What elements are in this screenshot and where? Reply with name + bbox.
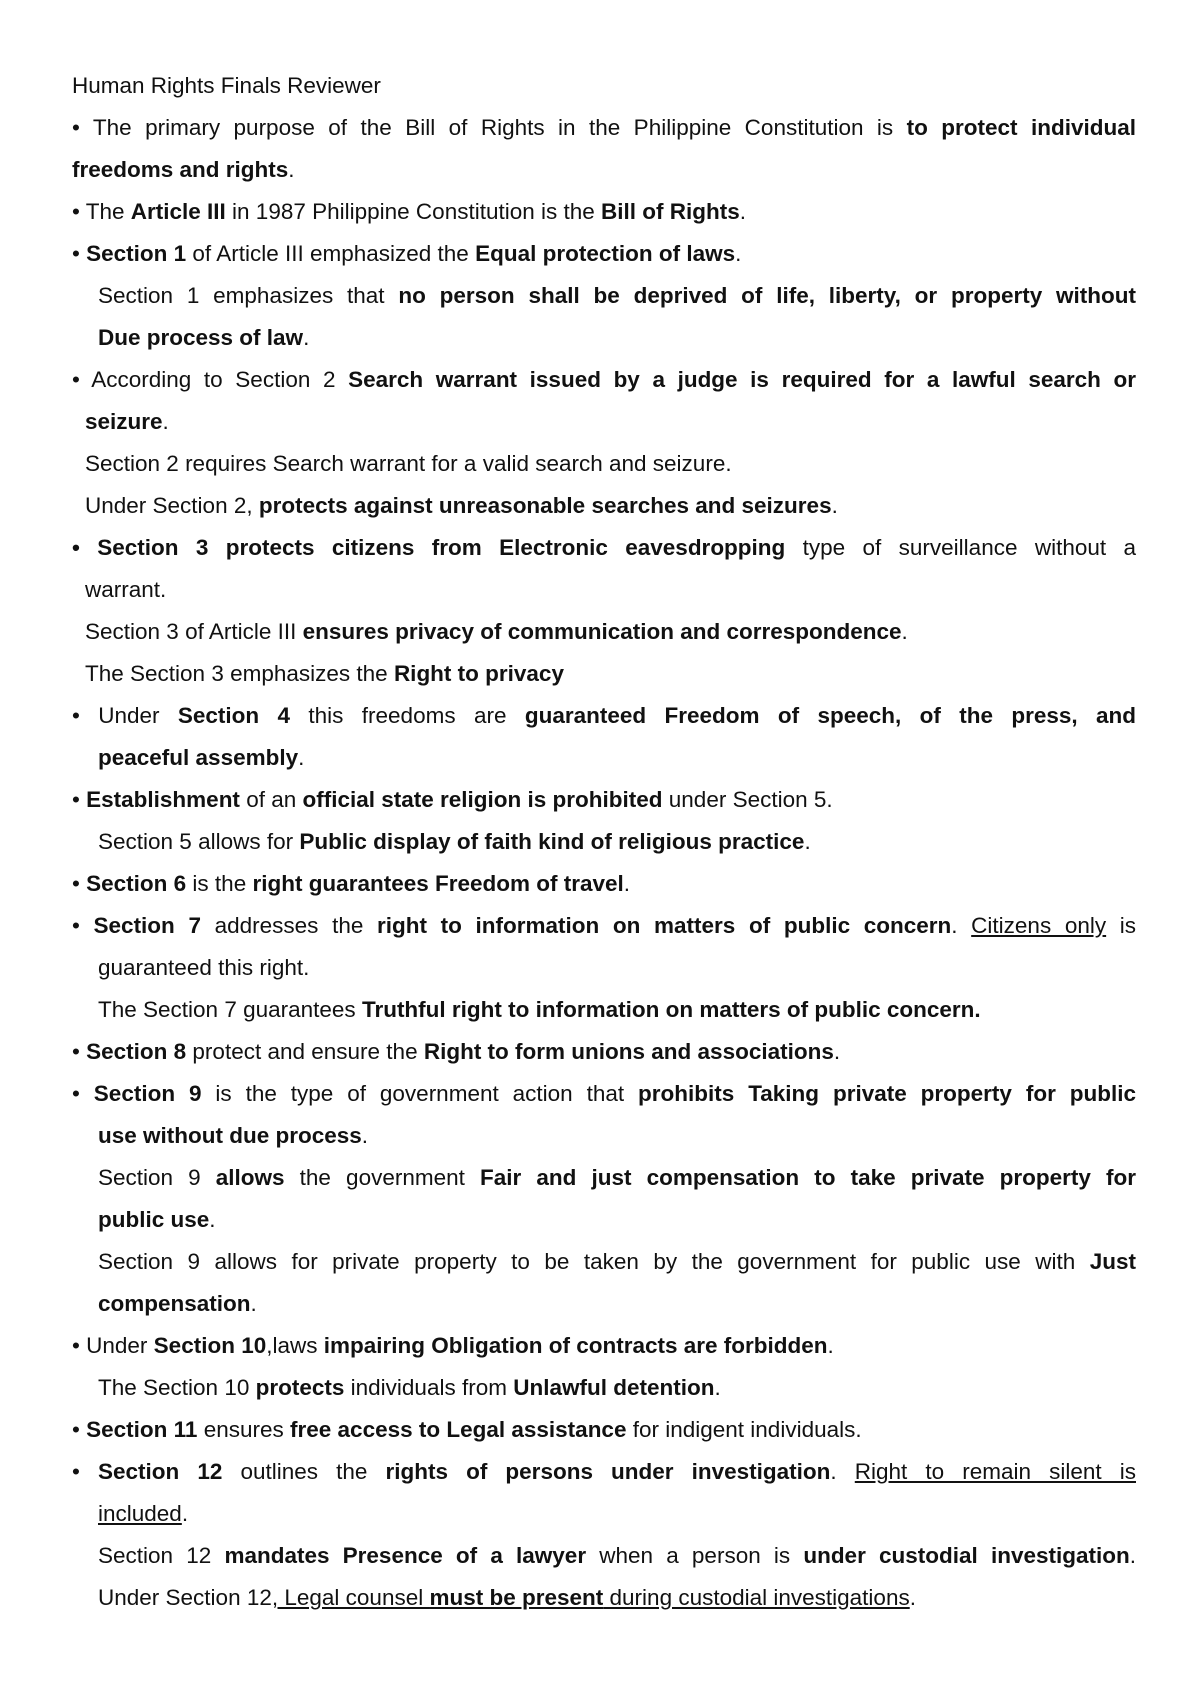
text-run: •	[72, 913, 94, 938]
text-run: .	[623, 871, 631, 896]
bold-text: must be present	[429, 1585, 604, 1610]
text-line	[85, 450, 732, 478]
bold-text: • Section 3 protects citizens from Electronic eavesdropping	[72, 535, 786, 560]
bold-text: Equal protection of laws	[475, 241, 736, 266]
bold-text: Article III	[130, 199, 226, 224]
text-line	[85, 408, 169, 436]
text-line	[98, 954, 309, 982]
text-run: The Section 3 emphasizes the	[85, 661, 394, 686]
bold-text: Truthful right to information on matters of public concern.	[361, 997, 981, 1022]
bold-text: Section 7	[93, 913, 201, 938]
text-line	[72, 1458, 1136, 1486]
text-line	[72, 240, 741, 268]
text-line	[98, 1374, 721, 1402]
bold-text: Section 6	[86, 871, 187, 896]
bold-text: Section 4	[177, 703, 291, 728]
bold-text: protects against unreasonable searches and seizures	[258, 493, 832, 518]
text-line	[85, 660, 564, 688]
text-run: • According to Section 2	[72, 367, 349, 392]
text-run: •	[72, 1081, 94, 1106]
bold-text: Right to privacy	[393, 661, 564, 686]
text-line	[85, 492, 838, 520]
bold-text: allows	[215, 1165, 285, 1190]
text-run: in 1987 Philippine Constitution is the	[225, 199, 602, 224]
text-run: Section 5 allows for	[98, 829, 300, 854]
text-run: .	[827, 1333, 834, 1358]
bold-text: Just	[1089, 1249, 1136, 1274]
underlined-text: Citizens only	[971, 913, 1107, 938]
text-run: the government	[284, 1165, 480, 1190]
text-line	[72, 366, 1136, 394]
text-run: •	[72, 1417, 87, 1442]
text-line	[98, 1290, 257, 1318]
bold-text: right to information on matters of public concern	[377, 913, 952, 938]
text-line	[85, 576, 166, 604]
text-run: .	[804, 829, 811, 854]
text-run: type of surveillance without a	[785, 535, 1136, 560]
text-run: ,laws	[266, 1333, 324, 1358]
text-run: is the	[186, 871, 253, 896]
text-run: • The	[72, 199, 131, 224]
bold-text: Section 8	[86, 1039, 187, 1064]
text-run: Section 1 emphasizes that	[98, 283, 399, 308]
text-run: •	[72, 241, 87, 266]
underlined-text: , Legal counsel	[271, 1585, 430, 1610]
text-run: •	[72, 1039, 87, 1064]
text-line	[85, 618, 908, 646]
text-run: protect and ensure the	[186, 1039, 424, 1064]
text-run: Section 3 of Article III	[85, 619, 303, 644]
text-line	[98, 324, 309, 352]
bold-text: under custodial investigation	[803, 1543, 1130, 1568]
text-run: Section 9 allows for private property to be taken by the government for public use with	[98, 1249, 1090, 1274]
bold-text: seizure	[85, 409, 163, 434]
bold-text: free access to Legal assistance	[290, 1417, 627, 1442]
text-line	[98, 282, 1136, 310]
text-run: .	[303, 325, 310, 350]
text-run: .	[909, 1585, 916, 1610]
text-run: Section 9	[98, 1165, 216, 1190]
bold-text: Bill of Rights	[601, 199, 740, 224]
text-run: of Article III emphasized the	[186, 241, 476, 266]
text-run: this freedoms are	[290, 703, 525, 728]
text-line	[72, 1038, 840, 1066]
bold-text: Section 10	[153, 1333, 267, 1358]
text-run: ensures	[197, 1417, 291, 1442]
text-run: •	[72, 1459, 98, 1484]
bold-text: Section 12	[97, 1459, 223, 1484]
text-run: •	[72, 871, 87, 896]
text-run: .	[901, 619, 908, 644]
bold-text: rights of persons under investigation	[385, 1459, 831, 1484]
text-line	[98, 1122, 368, 1150]
text-line	[98, 1206, 216, 1234]
text-line	[72, 534, 1136, 562]
text-line	[72, 1416, 862, 1444]
text-run: The Section 10	[98, 1375, 256, 1400]
text-line	[98, 828, 811, 856]
text-run: Section 12	[98, 1543, 225, 1568]
text-line	[98, 1500, 188, 1528]
text-run: .	[735, 241, 742, 266]
text-run: .	[1129, 1543, 1136, 1568]
text-line	[98, 1248, 1136, 1276]
bold-text: no person shall be deprived of life, liberty, or property without	[398, 283, 1136, 308]
bold-text: official state religion is prohibited	[302, 787, 663, 812]
underlined-text: during custodial investigations	[603, 1585, 910, 1610]
bold-text: Public display of faith kind of religious practice	[299, 829, 805, 854]
text-run: •	[72, 787, 87, 812]
text-run: .	[209, 1207, 216, 1232]
text-run: .	[739, 199, 747, 224]
bold-text: guaranteed Freedom of speech, of the press, and	[524, 703, 1137, 728]
text-line	[72, 870, 630, 898]
bold-text: right guarantees Freedom of travel	[252, 871, 624, 896]
text-run: for indigent individuals.	[626, 1417, 862, 1442]
text-line	[72, 786, 833, 814]
bold-text: use without due process	[98, 1123, 362, 1148]
underlined-text: included	[98, 1501, 182, 1526]
bold-text: ensures privacy of communication and correspondence	[302, 619, 902, 644]
text-line	[72, 198, 746, 226]
text-run: when a person is	[586, 1543, 804, 1568]
bold-text: Right to form unions and associations	[423, 1039, 834, 1064]
bold-text: Section 1	[86, 241, 187, 266]
bold-text: Establishment	[86, 787, 240, 812]
text-run: The Section 7 guarantees	[98, 997, 362, 1022]
text-run: .	[833, 1039, 841, 1064]
text-run: of an	[239, 787, 303, 812]
bold-text: Fair and just compensation to take private property for	[480, 1165, 1136, 1190]
text-run: .	[162, 409, 169, 434]
text-run: Section 2 requires Search warrant for a valid search and seizure.	[85, 451, 732, 476]
text-run: • Under	[72, 1333, 154, 1358]
text-line	[98, 996, 981, 1024]
bold-text: mandates Presence of a lawyer	[224, 1543, 587, 1568]
bold-text: prohibits Taking private property for public	[638, 1081, 1136, 1106]
text-line	[98, 1584, 916, 1612]
text-run: under Section 5.	[662, 787, 833, 812]
bold-text: freedoms and rights	[72, 157, 289, 182]
text-line	[98, 1164, 1136, 1192]
text-line	[72, 702, 1136, 730]
bold-text: impairing Obligation of contracts are forbidden	[323, 1333, 828, 1358]
bold-text: Section 9	[93, 1081, 202, 1106]
text-run: Under Section 2,	[85, 493, 259, 518]
text-run: .	[298, 745, 305, 770]
text-run: individuals from	[344, 1375, 514, 1400]
text-run: • Under	[72, 703, 178, 728]
bold-text: Due process of law	[98, 325, 304, 350]
bold-text: Unlawful detention	[513, 1375, 715, 1400]
bold-text: Search warrant issued by a judge is required for a lawful search or	[348, 367, 1136, 392]
text-run: is the type of government action that	[201, 1081, 639, 1106]
text-line	[72, 114, 1136, 142]
text-run: is	[1106, 913, 1137, 938]
text-line	[98, 744, 304, 772]
bold-text: compensation	[98, 1291, 251, 1316]
text-run: .	[951, 913, 972, 938]
bold-text: public use	[98, 1207, 210, 1232]
text-run: addresses the	[200, 913, 377, 938]
text-run: outlines the	[222, 1459, 386, 1484]
bold-text: to protect individual	[906, 115, 1136, 140]
text-run: .	[181, 1501, 189, 1526]
text-run: .	[250, 1291, 257, 1316]
text-run: • The primary purpose of the Bill of Rights in the Philippine Constitution is	[72, 115, 907, 140]
bold-text: peaceful assembly	[98, 745, 299, 770]
bold-text: protects	[255, 1375, 345, 1400]
text-run: .	[361, 1123, 369, 1148]
underlined-text: Right to remain silent is	[854, 1459, 1136, 1484]
text-line	[98, 1542, 1136, 1570]
text-run: .	[830, 1459, 855, 1484]
document-title: Human Rights Finals Reviewer	[72, 73, 381, 98]
text-run: warrant.	[85, 577, 167, 602]
bold-text: Section 11	[86, 1417, 198, 1442]
text-run: .	[714, 1375, 721, 1400]
text-run: .	[831, 493, 838, 518]
text-run: Under Section 12	[98, 1585, 272, 1610]
text-line	[72, 1332, 834, 1360]
text-line	[72, 1080, 1136, 1108]
text-line	[72, 156, 295, 184]
text-line	[72, 912, 1136, 940]
text-run: guaranteed this right.	[98, 955, 310, 980]
text-run: .	[288, 157, 295, 182]
